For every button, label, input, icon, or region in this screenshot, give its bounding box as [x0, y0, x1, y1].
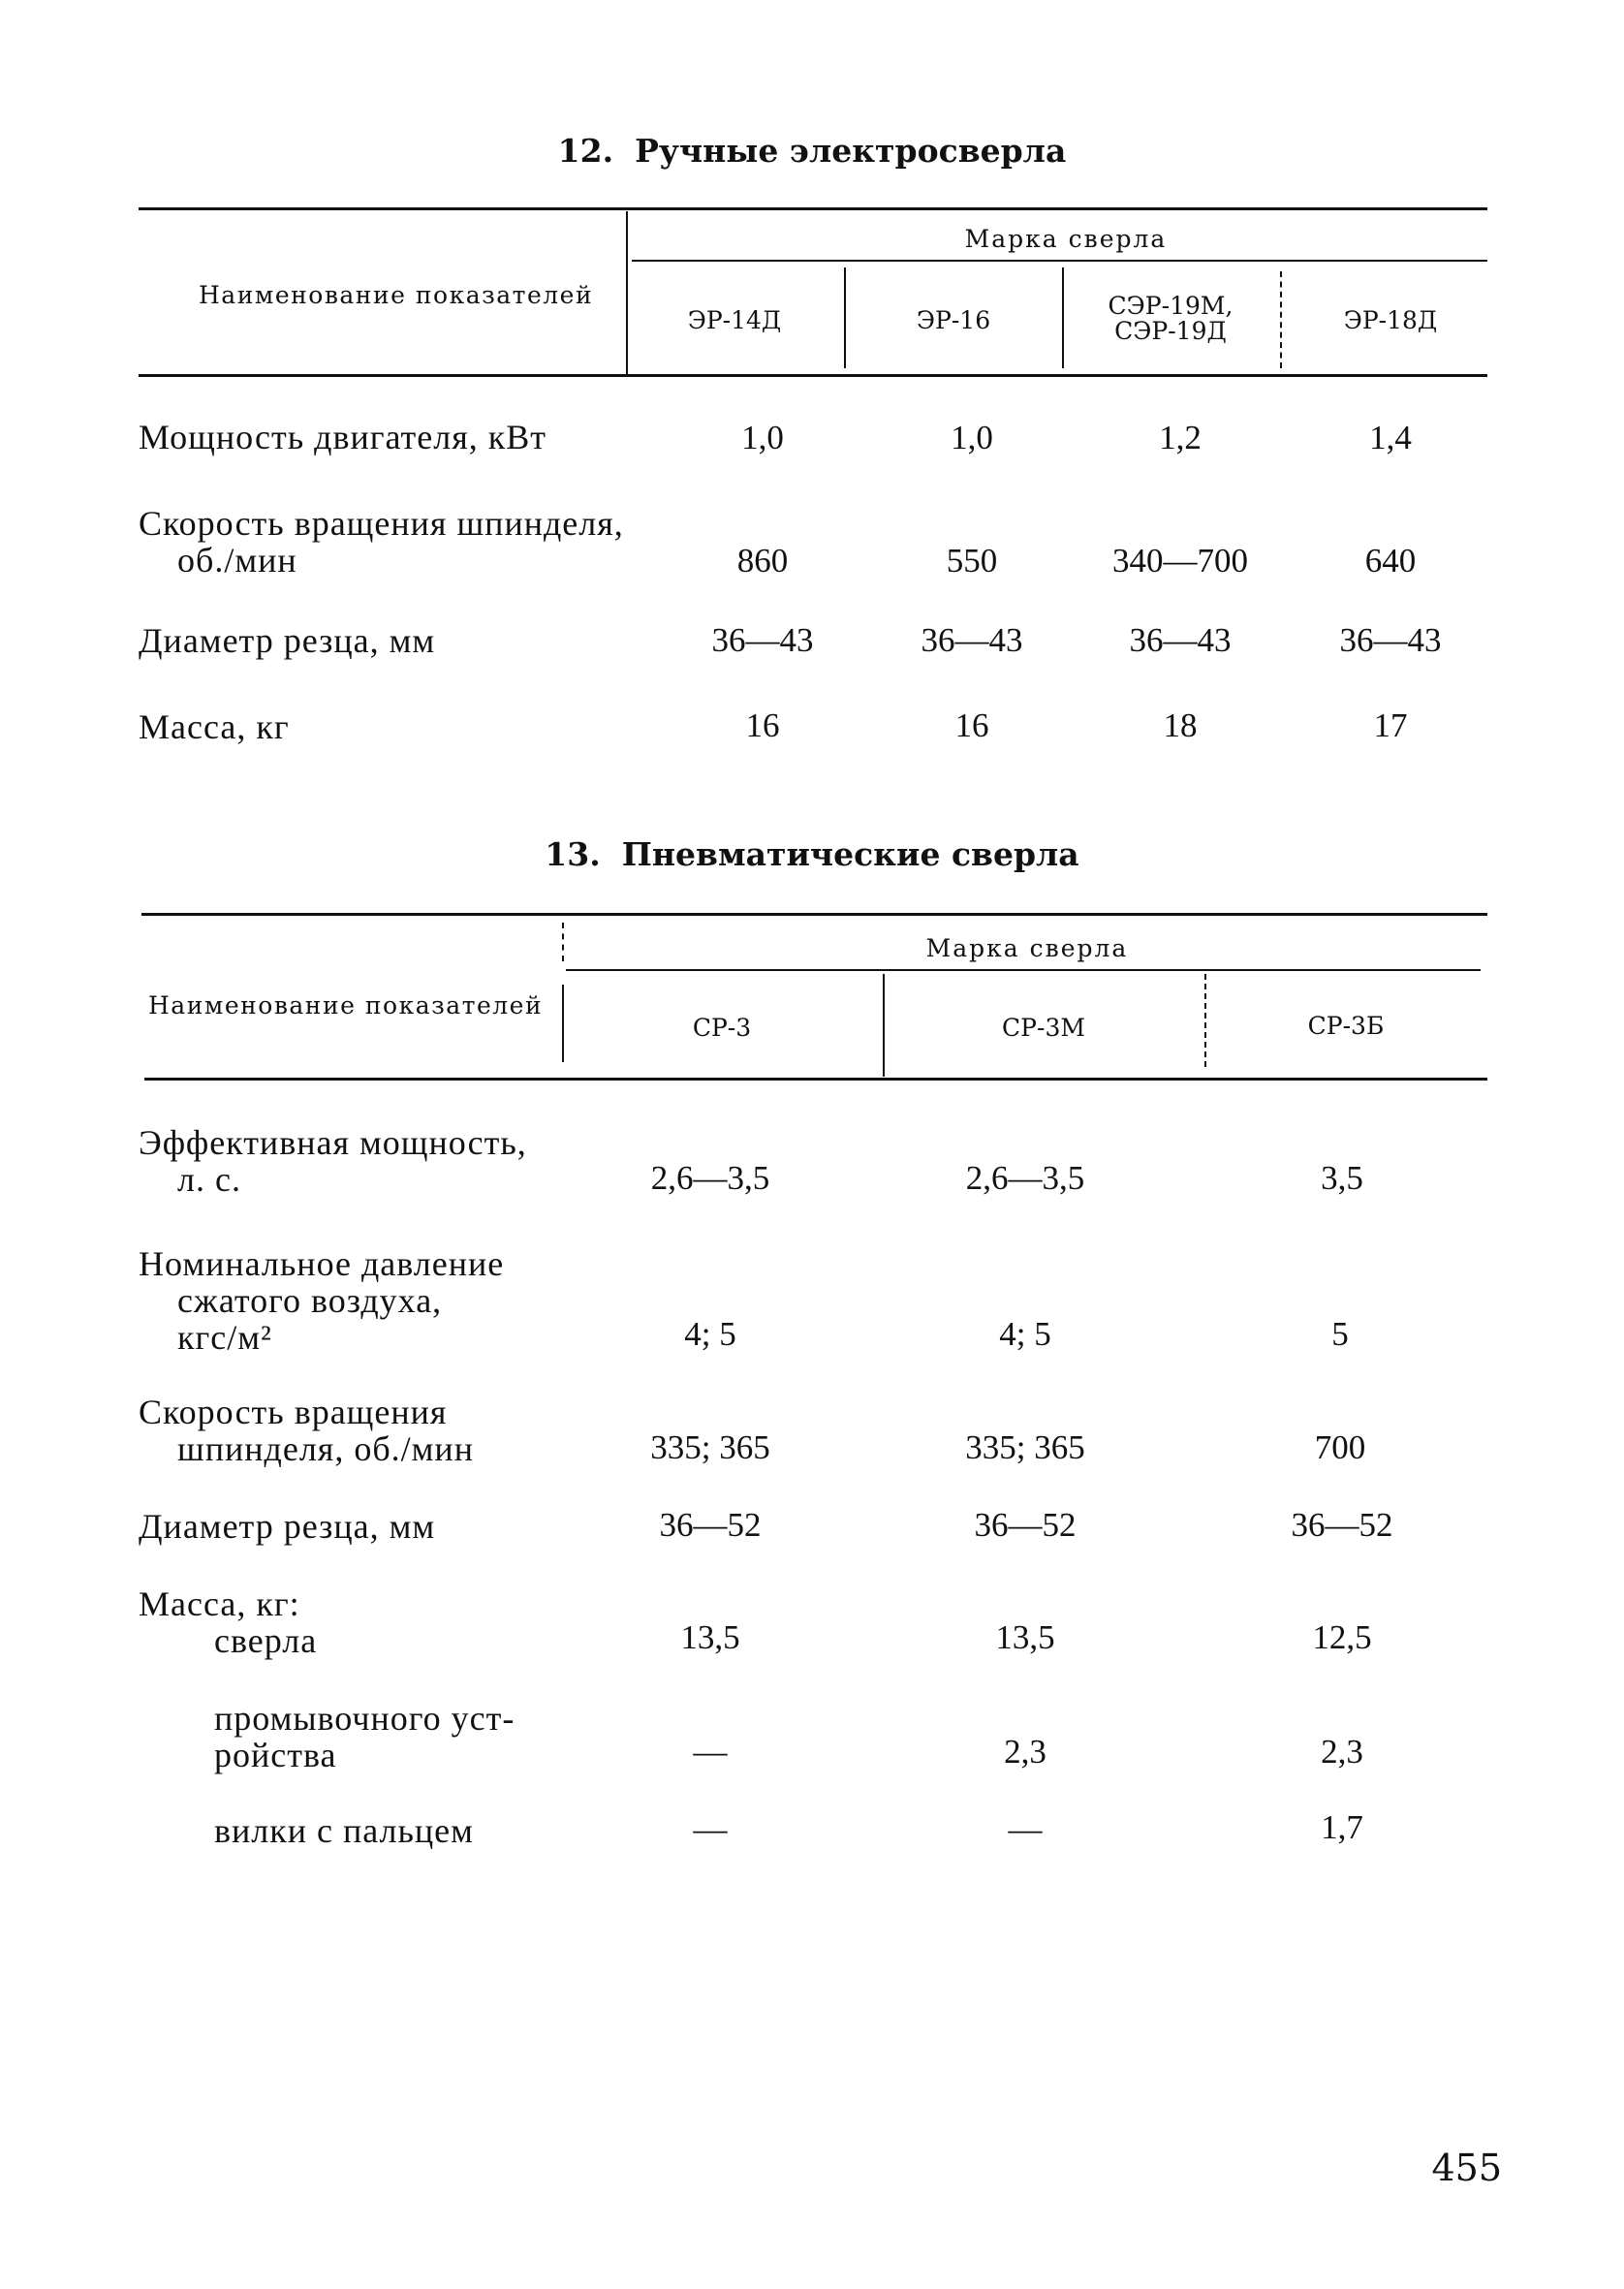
table13-header-left: Наименование показателей: [148, 991, 544, 1019]
table13-cell: 2,3: [1004, 1733, 1046, 1771]
table12-col-ser19m: СЭР-19М,: [1108, 292, 1234, 320]
row-label-sub: сверла: [214, 1621, 318, 1660]
table13-col-sr3b: СР-3Б: [1307, 1012, 1385, 1040]
table13-cell: 36—52: [974, 1506, 1077, 1544]
table12-cell: 17: [1373, 706, 1408, 744]
row-label: Скорость вращения шпинделя,: [139, 504, 624, 543]
table12-cell: 860: [736, 542, 789, 580]
table13-cell: 4; 5: [684, 1315, 736, 1353]
table12-cell: 16: [954, 706, 989, 744]
table13-cell: 1,7: [1321, 1808, 1363, 1846]
table13-cell: 5: [1331, 1315, 1349, 1353]
table13-col-divider-1: [883, 974, 885, 1077]
row-label-cont: сжатого воздуха,: [177, 1281, 443, 1320]
table12-header-divider: [626, 211, 628, 374]
table13-cell: —: [1008, 1810, 1043, 1848]
table13-row-pressure: [139, 1245, 504, 1356]
table12-number: 12.: [557, 132, 614, 170]
table13-group-header: Марка сверла: [925, 934, 1129, 962]
table12-cell: 36—43: [711, 621, 814, 659]
table13-title-text: Пневматические сверла: [621, 835, 1079, 873]
row-label-cont: шпинделя, об./мин: [177, 1429, 474, 1468]
table12-cell: 640: [1364, 542, 1417, 580]
table13-cell: 700: [1314, 1428, 1366, 1466]
row-label: Диаметр резца, мм: [139, 621, 436, 660]
table12-cell: 1,4: [1369, 419, 1412, 456]
row-label-cont: ройства: [214, 1736, 337, 1774]
row-label-cont: л. с.: [177, 1160, 241, 1199]
table13-row-speed: [139, 1394, 474, 1467]
table13-header-divider: [562, 985, 564, 1062]
table12-cell: 36—43: [1129, 621, 1232, 659]
table12-cell: 340—700: [1112, 542, 1248, 580]
table12-col-er16: ЭР-16: [916, 306, 991, 334]
table12-col-ser19d: СЭР-19Д: [1114, 317, 1227, 345]
table12-title-text: Ручные электросверла: [635, 132, 1067, 170]
table13-col-sr3: СР-3: [692, 1014, 752, 1042]
table13-top-rule: [141, 913, 1487, 916]
table12-row-speed: [139, 505, 624, 579]
table12-row-diameter: [139, 622, 435, 659]
table13-cell: —: [693, 1733, 728, 1771]
table12-cell: 16: [745, 706, 780, 744]
table13-col-sr3m: СР-3М: [1002, 1014, 1085, 1042]
row-label: Эффективная мощность,: [139, 1123, 527, 1162]
table13-cell: 2,3: [1321, 1733, 1363, 1771]
table12-cell: 1,2: [1159, 419, 1202, 456]
table13-cell: 2,6—3,5: [965, 1159, 1085, 1197]
table13-row-power: [139, 1124, 527, 1198]
table12-col-divider-1: [844, 267, 846, 368]
table12-group-header: Марка сверла: [964, 225, 1168, 253]
table13-number: 13.: [545, 835, 601, 873]
table12-group-rule: [632, 260, 1487, 262]
table13-cell: 335; 365: [650, 1428, 770, 1466]
table13-cell: 4; 5: [999, 1315, 1051, 1353]
table12-col-divider-2: [1062, 267, 1064, 368]
table13-cell: 36—52: [659, 1506, 762, 1544]
row-label: Мощность двигателя, кВт: [139, 418, 547, 456]
row-label: Диаметр резца, мм: [139, 1507, 436, 1546]
row-label: Масса, кг:: [139, 1584, 300, 1623]
row-label: промывочного уст-: [214, 1699, 515, 1738]
table13-cell: —: [693, 1810, 728, 1848]
table13-row-fork: [214, 1812, 474, 1849]
row-label: вилки с пальцем: [214, 1811, 474, 1850]
table13-header-divider-top: [562, 923, 564, 961]
row-label-unit: кгс/м²: [177, 1318, 272, 1357]
row-label: Номинальное давление: [139, 1244, 505, 1283]
table12-header-rule: [139, 374, 1487, 377]
table13-cell: 13,5: [995, 1618, 1055, 1656]
table12-cell: 1,0: [951, 419, 993, 456]
table12-cell: 36—43: [1339, 621, 1442, 659]
table12-col-er18d: ЭР-18Д: [1343, 306, 1438, 334]
table13-cell: 3,5: [1321, 1159, 1363, 1197]
table12-col-er14d: ЭР-14Д: [687, 306, 782, 334]
table13-cell: 13,5: [680, 1618, 740, 1656]
table13-title: [0, 835, 1624, 873]
table12-cell: 18: [1163, 706, 1198, 744]
table13-cell: 335; 365: [965, 1428, 1085, 1466]
table13-col-divider-2: [1204, 974, 1206, 1067]
table12-cell: 1,0: [741, 419, 784, 456]
page-number: 455: [1431, 2147, 1502, 2189]
table12-row-mass: [139, 708, 290, 745]
table13-row-diameter: [139, 1508, 435, 1545]
table13-row-flush: [214, 1700, 515, 1773]
table12-top-rule: [139, 207, 1487, 210]
table13-row-mass: [139, 1585, 317, 1659]
table12-row-power: [139, 419, 547, 455]
table13-cell: 36—52: [1291, 1506, 1393, 1544]
row-label: Скорость вращения: [139, 1393, 448, 1431]
table13-group-rule: [566, 969, 1481, 971]
row-label: Масса, кг: [139, 707, 290, 746]
table12-cell: 550: [946, 542, 998, 580]
table13-cell: 2,6—3,5: [650, 1159, 770, 1197]
table13-cell: 12,5: [1312, 1618, 1372, 1656]
table13-header-rule: [144, 1078, 1487, 1081]
table12-cell: 36—43: [921, 621, 1023, 659]
table12-col-divider-3: [1280, 271, 1282, 368]
row-label-cont: об./мин: [177, 541, 297, 580]
table12-header-left: Наименование показателей: [199, 281, 594, 309]
table12-title: [0, 132, 1624, 170]
